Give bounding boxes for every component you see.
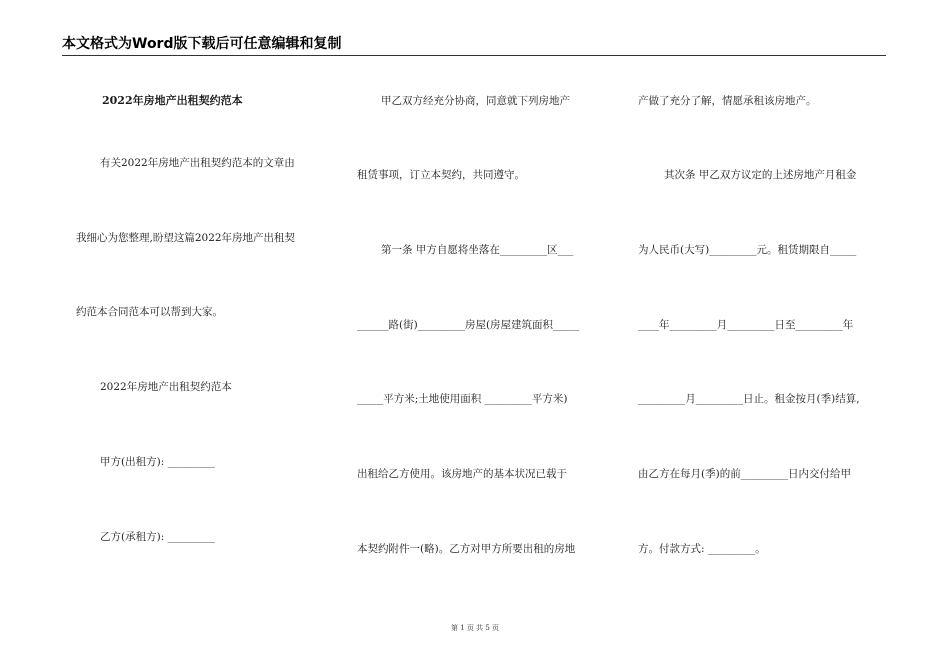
header-title: 本文格式为Word版下载后可任意编辑和复制: [62, 36, 342, 52]
paragraph-line: 出租给乙方使用。该房地产的基本状况已载于: [357, 468, 567, 480]
paragraph-line: 约范本合同范本可以帮到大家。: [76, 306, 223, 318]
paragraph-line: 甲乙双方经充分协商，同意就下列房地产: [381, 95, 570, 107]
paragraph-line: 产做了充分了解，情愿承租该房地产。: [638, 95, 817, 107]
paragraph-line: 为人民币(大写)_________元。租赁期限自_____: [638, 244, 857, 256]
column-right: [638, 0, 890, 672]
clause-second-line: 其次条 甲乙双方议定的上述房地产月租金: [664, 169, 857, 181]
party-b-line: 乙方(承租方): _________: [100, 531, 215, 543]
party-a-line: 甲方(出租方): _________: [100, 456, 215, 468]
clause-first-line: 第一条 甲方自愿将坐落在_________区___: [381, 244, 574, 256]
paragraph-line: 有关2022年房地产出租契约范本的文章由: [100, 157, 295, 169]
column-left: [76, 0, 328, 672]
paragraph-line: 方。付款方式: _________。: [638, 543, 766, 555]
column-middle: [357, 0, 609, 672]
paragraph-line: 我细心为您整理,盼望这篇2022年房地产出租契: [76, 232, 296, 244]
paragraph-line: ____年_________月_________日至_________年: [638, 319, 854, 331]
section-heading: 2022年房地产出租契约范本: [100, 381, 232, 393]
paragraph-line: _____平方米;土地使用面积 _________平方米): [357, 393, 568, 405]
paragraph-line: 租赁事项，订立本契约，共同遵守。: [357, 169, 525, 181]
page-footer: 第 1 页 共 5 页: [450, 624, 500, 632]
paragraph-line: 由乙方在每月(季)的前_________日内交付给甲: [638, 468, 851, 480]
document-title: 2022年房地产出租契约范本: [102, 94, 243, 107]
paragraph-line: ______路(街)_________房屋(房屋建筑面积_____: [357, 319, 580, 331]
paragraph-line: 本契约附件一(略)。乙方对甲方所要出租的房地: [357, 543, 576, 555]
paragraph-line: _________月_________日止。租金按月(季)结算,: [638, 393, 860, 405]
